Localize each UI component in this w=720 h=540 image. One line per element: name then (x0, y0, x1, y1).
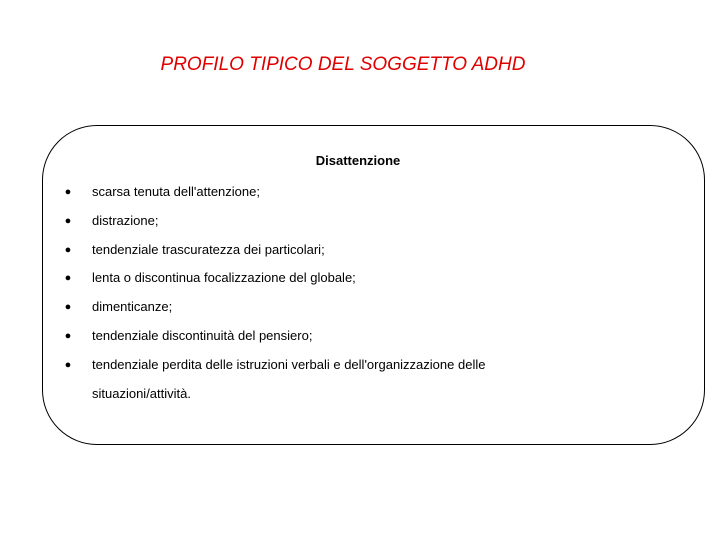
section-heading (0, 153, 720, 168)
bullet-dot-icon: ● (64, 301, 72, 313)
bullet-dot-icon: ● (64, 330, 72, 342)
list-item (0, 211, 620, 231)
bullet-dot-icon: ● (64, 215, 72, 227)
list-item-text: tendenziale perdita delle istruzioni verbali e dell'organizzazione delle (92, 357, 486, 372)
bullet-dot-icon: ● (64, 186, 72, 198)
list-item-text: tendenziale trascuratezza dei particolari; (92, 242, 325, 257)
list-item (0, 297, 620, 317)
list-item-text: tendenziale discontinuità del pensiero; (92, 328, 313, 343)
list-item-text: dimenticanze; (92, 299, 173, 314)
list-item-text: distrazione; (92, 213, 159, 228)
slide-title: PROFILO TIPICO DEL SOGGETTO ADHD (160, 54, 526, 75)
bullet-dot-icon: ● (64, 359, 72, 371)
list-item (0, 268, 620, 288)
bullet-dot-icon: ● (64, 272, 72, 284)
list-item-continuation: situazioni/attività. (92, 386, 191, 401)
list-item-text: scarsa tenuta dell'attenzione; (92, 184, 260, 199)
section-heading-text: Disattenzione (315, 153, 401, 168)
list-item (0, 182, 620, 202)
list-item (0, 326, 620, 346)
bullet-dot-icon: ● (64, 244, 72, 256)
list-item-text: lenta o discontinua focalizzazione del globale; (92, 270, 356, 285)
list-item (0, 240, 620, 260)
list-item (0, 355, 620, 375)
